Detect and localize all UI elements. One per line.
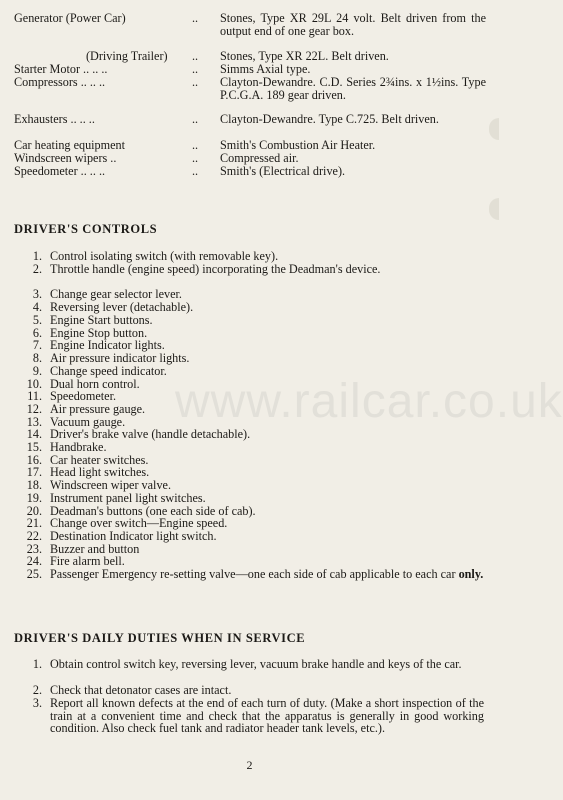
- spec-value: Clayton-Dewandre. Type C.725. Belt driven.: [220, 112, 439, 126]
- item-number: 14.: [26, 427, 42, 441]
- item-text: Engine Indicator lights.: [50, 338, 165, 352]
- item-text: Reversing lever (detachable).: [50, 300, 194, 314]
- item-text: Buzzer and button: [50, 542, 140, 556]
- spec-value: Smith's Combustion Air Heater.: [220, 138, 376, 152]
- spec-value: Stones, Type XR 22L. Belt driven.: [220, 49, 389, 63]
- item-text: Air pressure indicator lights.: [50, 351, 190, 365]
- item-text: Throttle handle (engine speed) incorporating the Deadman's device.: [50, 262, 381, 276]
- item-text: Report all known defects at the end of each turn of duty. (Make a short inspection of the train at a convenient time and check that the apparatus is generally in good working condition. Also check fuel tank and radiator header tank levels, etc.).: [50, 696, 484, 736]
- spec-value: Stones, Type XR 29L 24 volt. Belt driven from the output end of one gear box.: [220, 11, 486, 38]
- item-number: 21.: [26, 516, 42, 530]
- item-number: 5.: [32, 313, 42, 327]
- spec-leader: ..: [192, 164, 199, 178]
- spec-leader: ..: [192, 62, 199, 76]
- spec-label: Speedometer .. .. ..: [14, 164, 106, 178]
- item-number: 17.: [26, 465, 42, 479]
- spec-label: Windscreen wipers ..: [14, 151, 117, 165]
- item-text: Check that detonator cases are intact.: [50, 683, 232, 697]
- item-number: 8.: [32, 351, 42, 365]
- item-text: Change gear selector lever.: [50, 287, 182, 301]
- item-number: 20.: [26, 504, 42, 518]
- item-number: 1.: [32, 249, 42, 263]
- item-text: Engine Stop button.: [50, 326, 148, 340]
- spec-label: Car heating equipment: [14, 138, 126, 152]
- spec-leader: ..: [192, 138, 199, 152]
- item-number: 1.: [32, 657, 42, 671]
- item-text: Passenger Emergency re-setting valve—one each side of cab applicable to each car: [50, 567, 456, 581]
- item-number: 11.: [27, 389, 42, 403]
- item-number: 12.: [26, 402, 42, 416]
- item-text: Dual horn control.: [50, 377, 140, 391]
- spec-leader: ..: [192, 49, 199, 63]
- item-text: Engine Start buttons.: [50, 313, 153, 327]
- spec-value: Compressed air.: [220, 151, 299, 165]
- item-number: 10.: [26, 377, 42, 391]
- item-text: Change over switch—Engine speed.: [50, 516, 228, 530]
- section-title-daily-duties: DRIVER'S DAILY DUTIES WHEN IN SERVICE: [14, 631, 306, 645]
- page-edge-tab: [489, 198, 499, 220]
- spec-value: Smith's (Electrical drive).: [220, 164, 346, 178]
- spec-label: Starter Motor .. .. ..: [14, 62, 108, 76]
- page-number: 2: [246, 758, 253, 772]
- item-text: Air pressure gauge.: [50, 402, 146, 416]
- item-number: 7.: [32, 338, 42, 352]
- spec-value: Clayton-Dewandre. C.D. Series 2¾ins. x 1½ins. Type P.C.G.A. 189 gear driven.: [220, 75, 486, 102]
- item-number: 18.: [26, 478, 42, 492]
- spec-leader: ..: [192, 11, 199, 25]
- spec-value: Simms Axial type.: [220, 62, 311, 76]
- item-text: Obtain control switch key, reversing lever, vacuum brake handle and keys of the car.: [50, 657, 462, 671]
- spec-leader: ..: [192, 112, 199, 126]
- spec-leader: ..: [192, 151, 199, 165]
- item-text: Control isolating switch (with removable key).: [50, 249, 279, 263]
- item-text: Car heater switches.: [50, 453, 149, 467]
- item-number: 22.: [26, 529, 42, 543]
- item-text: Vacuum gauge.: [50, 415, 126, 429]
- item-text-emphasis: only.: [458, 567, 484, 581]
- item-number: 25.: [26, 567, 42, 581]
- item-number: 24.: [26, 554, 42, 568]
- item-number: 2.: [32, 683, 42, 697]
- spec-label: Exhausters .. .. ..: [14, 112, 95, 126]
- item-text: Windscreen wiper valve.: [50, 478, 171, 492]
- item-number: 2.: [32, 262, 42, 276]
- item-text: Speedometer.: [50, 389, 116, 403]
- item-number: 4.: [32, 300, 42, 314]
- item-text: Change speed indicator.: [50, 364, 167, 378]
- item-text: Destination Indicator light switch.: [50, 529, 217, 543]
- item-text-container: [50, 568, 484, 581]
- item-number: 16.: [26, 453, 42, 467]
- item-number: 19.: [26, 491, 42, 505]
- item-number: 15.: [26, 440, 42, 454]
- item-number: 6.: [32, 326, 42, 340]
- watermark: www.railcar.co.uk: [175, 375, 563, 428]
- item-number: 3.: [32, 287, 42, 301]
- item-text: Instrument panel light switches.: [50, 491, 206, 505]
- spec-label: Compressors .. .. ..: [14, 75, 106, 89]
- spec-label: Generator (Power Car): [14, 11, 126, 25]
- item-text: Head light switches.: [50, 465, 150, 479]
- item-number: 9.: [32, 364, 42, 378]
- item-text: Fire alarm bell.: [50, 554, 125, 568]
- spec-label: (Driving Trailer): [86, 49, 168, 63]
- page-edge-tab: [489, 118, 499, 140]
- section-title-drivers-controls: DRIVER'S CONTROLS: [14, 222, 158, 236]
- spec-row: [14, 12, 484, 52]
- item-text: Handbrake.: [50, 440, 107, 454]
- item-number: 3.: [32, 696, 42, 710]
- item-text: Deadman's buttons (one each side of cab).: [50, 504, 256, 518]
- item-text: Driver's brake valve (handle detachable).: [50, 427, 251, 441]
- item-number: 23.: [26, 542, 42, 556]
- item-number: 13.: [26, 415, 42, 429]
- spec-leader: ..: [192, 75, 199, 89]
